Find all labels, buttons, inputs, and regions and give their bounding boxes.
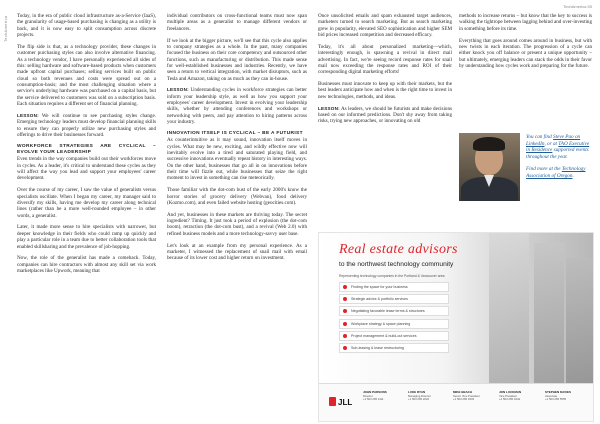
article-column-1: [17, 13, 156, 280]
folio-left: [3, 4, 11, 44]
ad-services-list: [339, 282, 449, 355]
jll-logo-icon: [329, 397, 336, 406]
agent-contact: JOHN PARSONS Director +1 503 265 1111: [363, 390, 387, 402]
lesson-label: LESSON:: [167, 87, 189, 93]
list-item: Negotiating favorable lease terms & structures: [339, 306, 449, 316]
ad-title: Real estate advisors: [339, 242, 458, 257]
paragraph: Today, it's all about personalized marketing—which, interestingly enough, is spawning a revival in direct mail advertising. In fact, we're seeing record response rates for snail mail now exceeding the response rates and ROI of their corresponding digital marketing efforts!: [318, 43, 452, 76]
article-column-4: [459, 13, 592, 75]
bullet-icon: [343, 322, 347, 326]
folio-right: [563, 4, 592, 9]
paragraph: Over the course of my career, I saw the value of generalists versus specialists oscillate. When I began my career, my manager said to diversify my skills, having me develop my career along technical lines (rather than be a more well-rounded employee – in other words, a generalist.: [17, 187, 156, 219]
caption-paragraph: You can find Steve Pao on LinkedIn, or at TAO Executive in Residence supported events throughout the year.: [526, 134, 590, 160]
lesson-text: Understanding cycles in workforce strategies can better inform your leadership style, as well as how you support your employees' career development. Invest in evolving your leadership skills, whether by attending conferences and workshops or networking with peers, and pay attention to hiring patterns across your industry.: [167, 87, 307, 126]
bullet-icon: [343, 297, 347, 301]
jll-logo: JLL: [329, 397, 352, 407]
paragraph: Today, in the era of public cloud infrastructure as-a-Service (IaaS), the granularity of usage-based purchasing is changing as a utility is back, and it is now easy to split consumption across discrete projects.: [17, 13, 156, 39]
paragraph: Now, the role of the generalist has made a comeback. Today, companies can hire contractors with almost any skill set via work marketplaces like Upwork, meaning that: [17, 255, 156, 275]
caption-paragraph: Find more at the Technology Association of Oregon.: [526, 166, 586, 179]
article-column-2: [167, 13, 307, 267]
lesson-text: As leaders, we should be futurists and make decisions based on our informed predictions. Don't shy away from taking risks, trying new approaches, or innovating on old: [318, 105, 452, 125]
article-column-3: [318, 13, 452, 130]
bullet-icon: [343, 334, 347, 338]
lesson-label: LESSON:: [17, 112, 39, 118]
paragraph: Businesses must innovate to keep up with their markets, but the best leaders anticipate how and when is the right time to invest in new technologies, methods, and ideas.: [318, 81, 452, 100]
paragraph: Let's look at an example from my personal experience. As a marketer, I witnessed the replacement of snail mail with email because of its lower cost and higher return on investment.: [167, 242, 307, 262]
paragraph: Everything that goes around comes around in business, but with new twists in each iteration. The progression of a cycle can either knock you off balance or present a unique opportunity – but ultimately, emerging leaders can stack the odds in their favor by understanding how cycles work and preparing for the future.: [459, 37, 592, 69]
lesson-paragraph: [17, 113, 156, 138]
agent-contact: JON LUCKMAN Vice President +1 503 265 4444: [499, 390, 522, 402]
paragraph: If we look at the bigger picture, we'll see that this cycle also applies to company strategies as a whole. In the past, many companies focused the business on their core competency and outsourced other functions, such as manufacturing or distribution. This made sense for well-established businesses and industries. Recently, we have seen a return to vertical integration, with market disruptors, such as Tesla and Amazon, taking on as much as they can in-house.: [167, 37, 307, 82]
paragraph: Once unsolicited emails and spam exhausted target audiences, marketers turned to search marketing. But as search marketing grew in popularity, elevated SEO sophistication and higher SEM bid prices increased competition and decreased efficacy.: [318, 13, 452, 39]
author-caption: [526, 134, 592, 186]
paragraph: Those familiar with the dot-com bust of the early 2000's know the horror stories of grocery delivery (Webvan), food delivery (Kozmo.com), and even failed website hosting (geocities.com).: [167, 187, 307, 206]
paragraph: Even trends in the way companies build out their workforces move in cycles. As a leader, it's critical to understand these cycles as they will affect the way you lead and support your employees' career development.: [17, 156, 156, 182]
author-linkedin-link[interactable]: Steve Pao on LinkedIn: [526, 134, 581, 147]
bullet-icon: [343, 285, 347, 289]
paragraph: Later, it made more sense to hire specialists with narrower, but deeper knowledge in their fields who could ramp up quickly and play a particular role in a team due to better collaboration tools that enabled skillsharing and the prevalence of job-hopping.: [17, 224, 156, 250]
list-item: Sub-leasing & lease restructuring: [339, 343, 449, 353]
ad-footer: [319, 383, 593, 422]
ad-blurb: Representing technology companies in the Portland & Vancouver area: [339, 274, 445, 278]
paragraph: As counterintuitive as it may sound, innovation itself moves in cycles. What may be new, exciting, and wildly effective now will inevitably evolve into a tired and saturated playing field, and successive innovations eventually repeat history in interesting ways. On the other hand, businesses that go all in on innovations before their time will fizzle out, while businesses that seize the right moment to invest in something can rise meteorically.: [167, 137, 307, 182]
bullet-icon: [343, 309, 347, 313]
tao-link[interactable]: Technology Association of Oregon: [526, 166, 586, 179]
author-photo: [459, 133, 520, 201]
paragraph: And yet, businesses in these markets are thriving today. The secret ingredient? Timing. It just took a period of explosion (the dot-com boom), retraction (the dot-com bust), and a revival (Web 2.0) with refined business models and a more technology-savvy user base.: [167, 211, 307, 237]
jll-advertisement[interactable]: [318, 232, 594, 422]
ad-subtitle: to the northwest technology community: [339, 261, 454, 268]
paragraph: individual contributors on cross-functional teams must now span multiple areas as a generalist to manage different vendors or freelancers.: [167, 13, 307, 32]
list-item: Finding the space for your business: [339, 282, 449, 292]
folio-section: TechAmerica: [563, 4, 587, 9]
folio-left-label: TechAmerica: [3, 15, 8, 42]
folio-page-number: 55: [587, 4, 592, 9]
lesson-text: We will continue to see purchasing styles change. Emerging technology leaders must develop financial planning skills to ensure they can properly utilize new purchasing styles and offerings to drive their businesses forward.: [17, 112, 156, 138]
list-item: Strategic advice & portfolio services: [339, 294, 449, 304]
list-item: Workplace strategy & space planning: [339, 319, 449, 329]
agent-contact: LUKE RYAN Managing Director +1 503 265 2222: [408, 390, 431, 402]
paragraph: The flip side is that, as a technology provider, these changes in customer purchasing styles can also involve alternative financing. As a technology vendor, I have personally experienced all sides of this: selling hardware and software-based products when customers made upfront capital purchases; selling services built on public cloud so both revenues and costs were spread out on a consumption-basis; and the most challenging situation where a service's underlying hardware was purchased on a capital basis, but the service delivered to customers was sold on a subscription basis. Each situation requires a different set of financial planning.: [17, 43, 156, 107]
bullet-icon: [343, 346, 347, 350]
tao-eir-link[interactable]: TAO Executive in Residence: [526, 140, 590, 154]
agent-contact: MIKE BEACH Senior Vice President +1 503 265 3333: [453, 390, 480, 402]
lesson-paragraph: [167, 87, 307, 125]
agent-contact: STEPHEN DAVIES Associate +1 503 265 5555: [545, 390, 571, 402]
section-heading: INNOVATION ITSELF IS CYCLICAL – BE A FUTURIST: [167, 131, 303, 136]
section-heading: WORKFORCE STRATEGIES ARE CYCLICAL – EVOLVE YOUR LEADERSHIP: [17, 143, 156, 156]
lesson-paragraph: [318, 106, 452, 125]
list-item: Project management & build-out services: [339, 331, 449, 341]
paragraph: methods to increase returns – but know that the key to success is walking the tightrope between lagging behind and over-investing in something before its time.: [459, 13, 592, 32]
lesson-label: LESSON:: [318, 105, 340, 111]
